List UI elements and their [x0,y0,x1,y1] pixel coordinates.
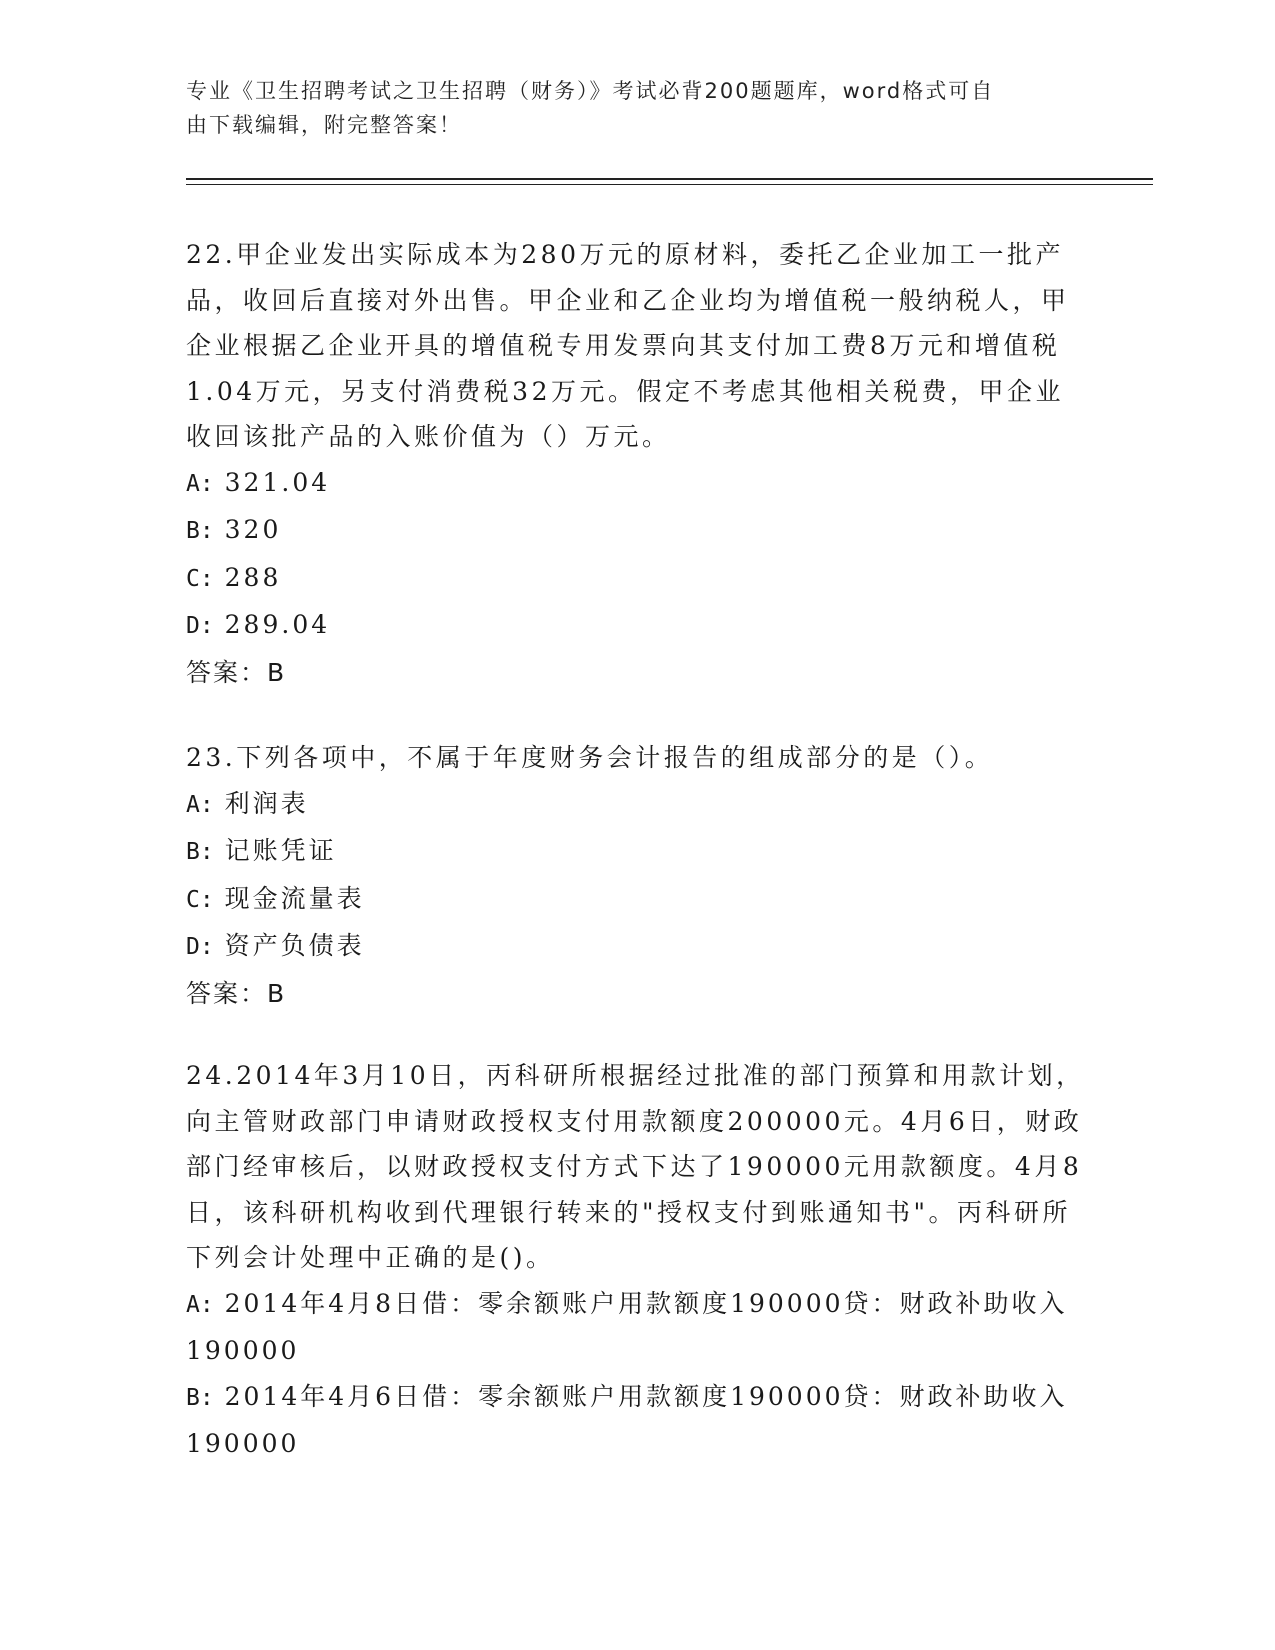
header-note-line-2: 由下载编辑，附完整答案！ [186,113,462,137]
option-text: 2014年4月6日借：零余额账户用款额度190000贷：财政补助收入190000 [186,1381,1068,1458]
option-a [186,460,1086,508]
option-key: A: [186,470,214,497]
option-d [186,923,1086,971]
option-text: 321.04 [224,467,331,497]
option-b [186,828,1086,876]
option-key: D: [186,613,214,639]
option-b [186,507,1086,555]
option-text: 2014年4月8日借：零余额账户用款额度190000贷：财政补助收入190000 [186,1288,1068,1365]
question-text: 24.2014年3月10日，丙科研所根据经过批准的部门预算和用款计划，向主管财政部门申请财政授权支付用款额度200000元。4月6日，财政部门经审核后，以财政授权支付方式下达了190000元用款额度。4月8日，该科研机构收到代理银行转来的"授权支付到账通知书"。丙科研所下列会计处理中正确的是()。 [186,1061,1085,1272]
option-text: 资产负债表 [224,931,365,960]
header-note [186,74,1066,142]
option-text: 288 [224,562,282,592]
option-text: 利润表 [224,788,309,818]
option-key: A: [186,791,214,818]
option-text: 289.04 [224,610,331,639]
answer-line: 答案：B [186,657,287,687]
option-a [186,1281,1086,1374]
option-b [186,1374,1086,1467]
option-text: 记账凭证 [224,836,337,865]
question-text: 22.甲企业发出实际成本为280万元的原材料，委托乙企业加工一批产品，收回后直接对外出售。甲企业和乙企业均为增值税一般纳税人，甲企业根据乙企业开具的增值税专用发票向其支付加工费8万元和增值税1.04万元，另支付消费税32万元。假定不考虑其他相关税费，甲企业收回该批产品的入账价值为（）万元。 [186,240,1070,451]
question-block [186,735,1086,1016]
option-text: 现金流量表 [224,883,365,913]
option-key: C: [186,565,214,592]
question-block [186,232,1086,695]
option-d [186,602,1086,650]
question-text: 23.下列各项中，不属于年度财务会计报告的组成部分的是（）。 [186,743,994,772]
answer-line: 答案：B [186,978,287,1008]
header-divider [186,178,1153,180]
option-key: A: [186,1291,214,1318]
option-c [186,876,1086,924]
header-divider-thin [186,184,1153,185]
question-block [186,1053,1086,1467]
header-note-line-1: 专业《卫生招聘考试之卫生招聘（财务）》考试必背200题题库，word格式可自 [186,79,995,103]
option-c [186,555,1086,603]
option-key: D: [186,934,214,960]
option-text: 320 [224,515,282,544]
option-key: B: [186,839,214,865]
option-key: B: [186,1384,214,1411]
option-key: B: [186,518,214,544]
option-key: C: [186,886,214,913]
option-a [186,781,1086,829]
